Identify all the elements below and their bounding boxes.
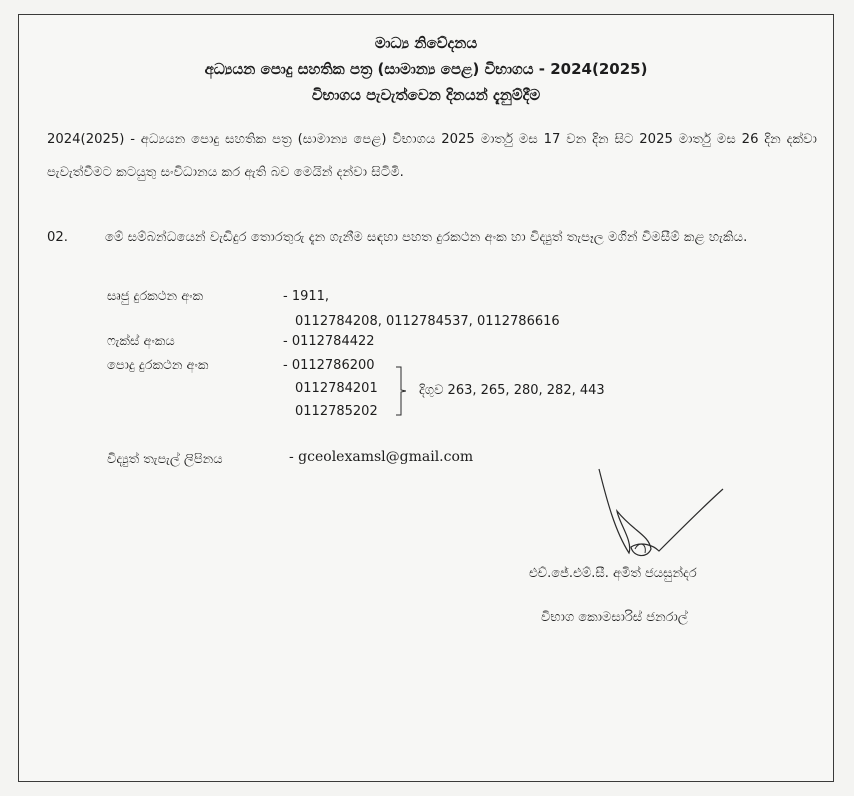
signatory-name: එච්.ජේ.එම්.සී. අමිත් ජයසුන්දර bbox=[529, 566, 697, 581]
notice-frame bbox=[18, 14, 834, 782]
direct-phone-hotline: - 1911, bbox=[283, 289, 330, 304]
inquiry-text: මේ සම්බන්ධයෙන් වැඩිදුර තොරතුරු දැන ගැනීම සඳහා පහත දුරකථන අංක හා විද්‍යුත් තැපෑල මගින් විමසීම් කළ හැකිය. bbox=[105, 230, 748, 245]
direct-phone-label: සෘජු දුරකථන අංක bbox=[107, 289, 204, 304]
fax-label: ෆැක්ස් අංකය bbox=[107, 334, 175, 349]
general-phone-1: - 0112786200 bbox=[283, 358, 375, 373]
fax-number: - 0112784422 bbox=[283, 334, 375, 349]
inquiry-paragraph bbox=[47, 221, 817, 254]
exam-title: අධ්‍යයන පොදු සහතික පත්‍ර (සාමාන්‍ය පෙළ) විභාගය - 2024(2025) bbox=[204, 60, 648, 78]
bracket-icon bbox=[396, 366, 406, 416]
direct-phone-numbers: 0112784208, 0112784537, 0112786616 bbox=[295, 314, 560, 329]
exam-dates-subtitle: විභාගය පැවැත්වෙන දිනයන් දැනුම්දීම bbox=[311, 86, 541, 104]
email-label: විද්‍යුත් තැපැල් ලිපිනය bbox=[107, 452, 223, 467]
exam-period-paragraph: 2024(2025) - අධ්‍යයන පොදු සහතික පත්‍ර (සාමාන්‍ය පෙළ) විභාගය 2025 මාර්තු මස 17 වන දින සිට 2025 මාර්තු මස 26 දින දක්වා පැවැත්වීමට කටයුතු සංවිධානය කර ඇති බව මෙයින් දන්වා සිටිමි. bbox=[47, 132, 817, 180]
general-phone-3: 0112785202 bbox=[295, 404, 378, 419]
signature-icon bbox=[589, 461, 729, 571]
notice-heading: මාධ්‍ය නිවේදනය bbox=[374, 34, 478, 52]
general-phone-label: පොදු දුරකථන අංක bbox=[107, 358, 209, 373]
email-address: - gceolexamsl@gmail.com bbox=[289, 449, 474, 465]
paragraph-number: 02. bbox=[47, 230, 68, 245]
signatory-title: විභාග කොමසාරිස් ජනරාල් bbox=[541, 610, 688, 625]
extension-numbers: දිගුව 263, 265, 280, 282, 443 bbox=[419, 383, 605, 398]
general-phone-2: 0112784201 bbox=[295, 381, 378, 396]
